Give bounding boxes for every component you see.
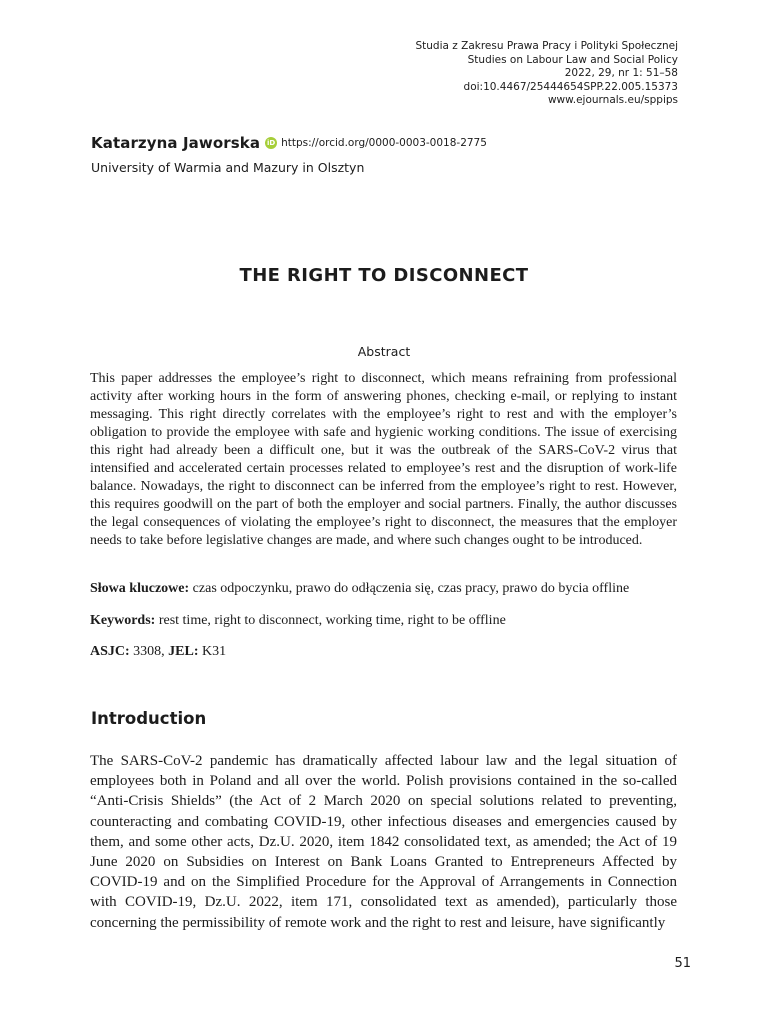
journal-name-en: Studies on Labour Law and Social Policy: [467, 53, 678, 66]
author-line: [91, 134, 487, 152]
paper-title: THE RIGHT TO DISCONNECT: [239, 265, 529, 286]
journal-header: [416, 40, 679, 108]
keywords-english-label: Keywords:: [90, 613, 156, 628]
introduction-heading: Introduction: [91, 709, 207, 728]
asjc-label: ASJC:: [90, 644, 130, 659]
classification-codes: [90, 643, 677, 661]
abstract-heading: Abstract: [357, 344, 411, 359]
jel-label: JEL:: [168, 644, 199, 659]
asjc-value: 3308,: [129, 644, 169, 659]
keywords-polish: [90, 580, 677, 598]
abstract-text: This paper addresses the employee’s right to disconnect, which means refraining from professional activity after working hours in the form of answering phones, checking e-mail, or replying to instant messaging. This right directly correlates with the employee’s right to rest and with the employer’s obligation to provide the employee with safe and hygienic working conditions. The issue of exercising this right had already been a difficult one, but it was the outbreak of the SARS-CoV-2 virus that intensified and accelerated certain processes related to employee’s rest and the disruption of work-life balance. Nowadays, the right to disconnect can be inferred from the employee’s right to rest. However, this requires goodwill on the part of both the employer and social partners. Finally, the author discusses the legal consequences of violating the employee’s right to disconnect, the measures that the employer needs to take before legislative changes are made, and where such changes ought to be introduced.: [90, 371, 677, 548]
keywords-english: [90, 612, 677, 630]
journal-website[interactable]: www.ejournals.eu/sppips: [547, 94, 678, 106]
jel-value: K31: [198, 644, 227, 659]
journal-doi[interactable]: doi:10.4467/25444654SPP.22.005.15373: [463, 80, 678, 93]
journal-name-pl: Studia z Zakresu Prawa Pracy i Polityki Społecznej: [415, 40, 678, 52]
author-name: Katarzyna Jaworska: [91, 134, 261, 152]
journal-issue: 2022, 29, nr 1: 51–58: [564, 67, 678, 79]
keywords-english-text: rest time, right to disconnect, working time, right to be offline: [155, 613, 506, 628]
introduction-text: The SARS-CoV-2 pandemic has dramatically affected labour law and the legal situation of employees both in Poland and all over the world. Polish provisions contained in the so-called “Anti-Crisis Shields” (the Act of 2 March 2020 on special solutions related to preventing, counteracting and combating COVID-19, other infectious diseases and emergencies caused by them, and some other acts, Dz.U. 2020, item 1842 consolidated text, as amended; the Act of 19 June 2020 on Subsidies on Interest on Bank Loans Granted to Entrepreneurs Affected by COVID-19 and on the Simplified Procedure for the Approval of Arrangements in Connection with COVID-19, Dz.U. 2022, item 171, consolidated text as amended), particularly those concerning the permissibility of remote work and the right to rest and leisure, have significantly: [90, 753, 677, 931]
author-affiliation: University of Warmia and Mazury in Olsztyn: [91, 160, 365, 175]
orcid-icon[interactable]: iD: [266, 139, 276, 147]
keywords-polish-label: Słowa kluczowe:: [90, 581, 190, 596]
keywords-polish-text: czas odpoczynku, prawo do odłączenia się, czas pracy, prawo do bycia offline: [189, 581, 630, 596]
page-number: 51: [674, 956, 691, 971]
orcid-link[interactable]: https://orcid.org/0000-0003-0018-2775: [281, 137, 487, 149]
